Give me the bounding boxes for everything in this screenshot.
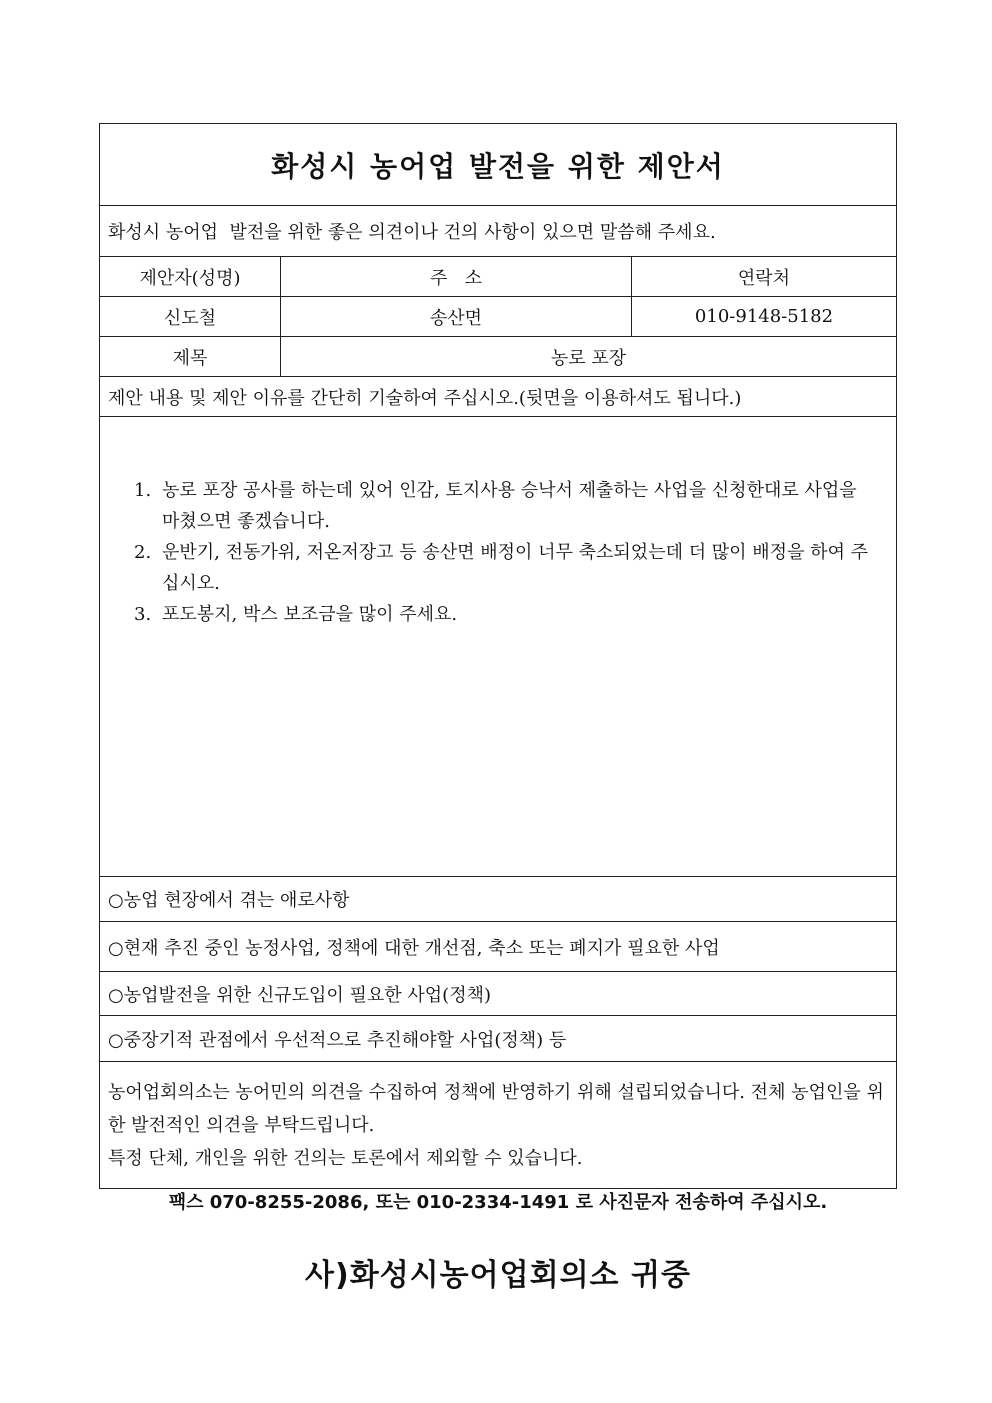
item-number: 3. — [134, 604, 152, 625]
subject-label: 제목 — [100, 337, 281, 376]
list-item — [134, 599, 872, 630]
instruction-row — [100, 377, 896, 417]
category-text: ○현재 추진 중인 농정사업, 정책에 대한 개선점, 축소 또는 폐지가 필요한 사업 — [108, 937, 720, 959]
proposal-form — [99, 123, 897, 1189]
category-row — [100, 972, 896, 1016]
contact-value: 010-9148-5182 — [694, 306, 834, 327]
note-paragraph: 농어업회의소는 농어민의 의견을 수집하여 정책에 반영하기 위해 설립되었습니다. 전체 농업인을 위한 발전적인 의견을 부탁드립니다. — [108, 1082, 884, 1136]
intro-text: 화성시 농어업 발전을 위한 좋은 의견이나 건의 사항이 있으면 말씀해 주세요. — [108, 222, 716, 243]
header-row — [100, 257, 896, 297]
item-number: 1. — [134, 480, 152, 501]
content-area — [100, 417, 896, 877]
category-text: ○중장기적 관점에서 우선적으로 추진해야할 사업(정책) 등 — [108, 1029, 567, 1051]
intro-row — [100, 206, 896, 257]
category-row — [100, 1016, 896, 1062]
address-value: 송산면 — [281, 297, 632, 336]
item-text: 운반기, 전동가위, 저온저장고 등 송산면 배정이 너무 축소되었는데 더 많이 배정을 하여 주십시오. — [162, 542, 869, 594]
notes-row — [100, 1062, 896, 1188]
form-title: 화성시 농어업 발전을 위한 제안서 — [271, 149, 725, 183]
category-text: ○농업 현장에서 겪는 애로사항 — [108, 890, 350, 911]
item-text: 포도봉지, 박스 보조금을 많이 주세요. — [162, 604, 458, 625]
content-list — [134, 475, 872, 630]
fax-instruction: 팩스 070-8255-2086, 또는 010-2334-1491 로 사진문자 전송하여 주십시오. — [168, 1192, 828, 1213]
item-number: 2. — [134, 542, 152, 563]
footer-recipient: 사)화성시농어업회의소 귀중 — [305, 1258, 691, 1293]
subject-value: 농로 포장 — [550, 347, 627, 369]
title-row — [100, 124, 896, 206]
category-text: ○농업발전을 위한 신규도입이 필요한 사업(정책) — [108, 984, 492, 1006]
item-text: 농로 포장 공사를 하는데 있어 인감, 토지사용 승낙서 제출하는 사업을 신청한대로 사업을 마쳤으면 좋겠습니다. — [162, 480, 857, 532]
list-item — [134, 475, 872, 537]
instruction-text: 제안 내용 및 제안 이유를 간단히 기술하여 주십시오.(뒷면을 이용하셔도 됩니다.) — [108, 387, 742, 409]
category-row — [100, 922, 896, 972]
category-row — [100, 877, 896, 922]
address-header: 주 소 — [281, 257, 632, 296]
subject-row — [100, 337, 896, 377]
contact-header: 연락처 — [737, 267, 791, 289]
list-item — [134, 537, 872, 599]
value-row — [100, 297, 896, 337]
proposer-value: 신도철 — [100, 297, 281, 336]
proposer-header: 제안자(성명) — [100, 257, 281, 296]
note-paragraph: 특정 단체, 개인을 위한 건의는 토론에서 제외할 수 있습니다. — [108, 1148, 583, 1169]
